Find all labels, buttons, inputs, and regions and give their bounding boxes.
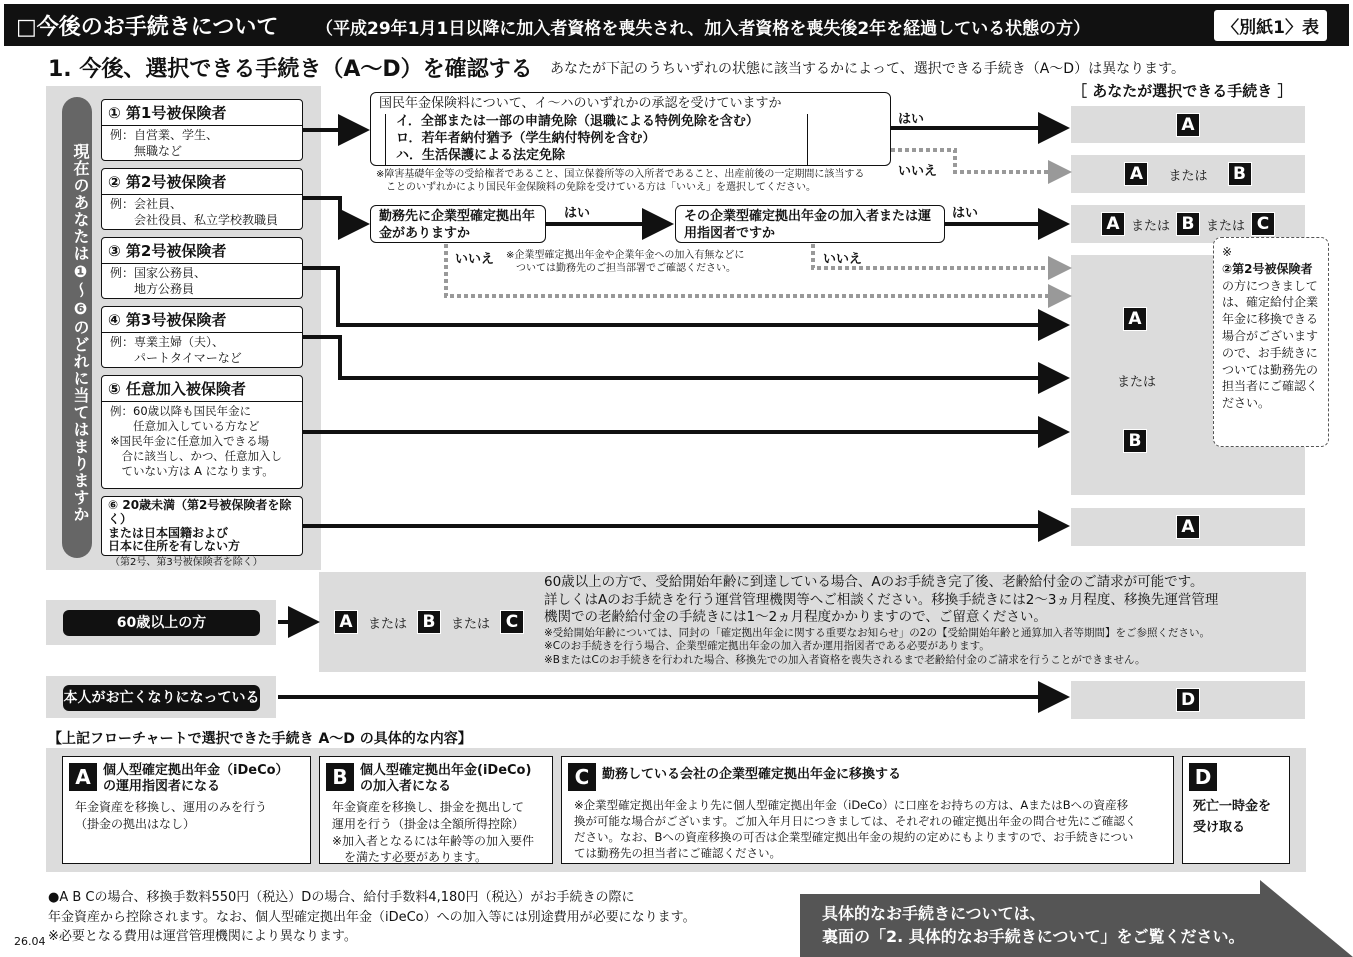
cta-line: 裏面の「2. 具体的なお手続きについて」をご覧ください。 <box>822 927 1245 947</box>
page-tag: 〈別紙1〉表 <box>1214 10 1327 41</box>
vertical-question-label: 現在のあなたは❶〜❻のどれに当てはまりますか <box>62 97 92 558</box>
category-example: 例：専業主婦（夫）、 パートタイマーなど <box>110 335 242 365</box>
no-label: いいえ <box>898 164 938 179</box>
category-example: 例：会社員、 会社役員、私立学校教職員 <box>110 197 279 227</box>
detail-letter-d: D <box>1189 763 1217 791</box>
age60-note: ※受給開始年齢については、同封の「確定拠出年金に関する重要なお知らせ」の2の【受給開始年齢と通算加入者等期間】をご参照ください。 <box>544 626 1210 639</box>
detail-text: ※企業型確定拠出年金より先に個人型確定拠出年金（iDeCo）に口座をお持ちの方は、AまたはBへの資産移 換が可能な場合がございます。ご加入年月日につきましては、それぞれの確定拠出年金の問合せ先にご確認く ださい。なお、Bへの資産移換の可否は企業型確定拠出年金の規約の定めにもよりますので、お手続きについ ては勤務先の担当者にご確認ください。 <box>574 798 1137 861</box>
age60-description <box>544 574 1218 668</box>
page-subtitle: （平成29年1月1日以降に加入者資格を喪失され、加入者資格を喪失後2年を経過している状態の方） <box>316 19 1091 39</box>
category-3 <box>101 237 303 299</box>
question-3: その企業型確定拠出年金の加入者または運用指図者ですか <box>675 205 945 243</box>
age60-line: 機関での老齢給付金の手続きには1〜2ヵ月程度かかりますので、ご留意ください。 <box>544 609 1047 626</box>
details-heading: 【上記フローチャートで選択できた手続き A〜D の具体的な内容】 <box>48 731 472 747</box>
detail-card-c <box>561 756 1174 864</box>
page-title: □今後のお手続きについて <box>16 15 279 40</box>
age60-note: ※BまたはCのお手続きを行われた場合、移換先での加入者資格を喪失されるまで老齢給付金のご請求を行うことができません。 <box>544 653 1146 666</box>
detail-card-d <box>1182 756 1290 864</box>
cta-line: 具体的なお手続きについては、 <box>822 904 1046 923</box>
option-d <box>1071 681 1305 719</box>
age60-line: 60歳以上の方で、受給開始年齢に到達している場合、Aのお手続き完了後、老齢給付金のご請求が可能です。 <box>544 574 1204 590</box>
category-example: （第2号、第3号被保険者を除く） <box>110 557 263 569</box>
letter-d-badge: D <box>1176 688 1200 712</box>
side-note-mark: ※ <box>1222 245 1233 259</box>
letter-b-badge: B <box>417 610 441 634</box>
letter-a-badge: A <box>1176 113 1200 137</box>
question-1-option: ハ．生活保護による法定免除 <box>396 147 566 163</box>
detail-title: 死亡一時金を 受け取る <box>1193 799 1272 835</box>
side-note-text: の方につきましては、確定給付企業年金に移換できる場合がございますので、お手続きについては勤務先の担当者にご確認ください。 <box>1222 278 1319 411</box>
detail-text: 年金資産を移換し、掛金を拠出して 運用を行う（掛金は全額所得控除） ※加入者となるには年齢等の加入要件 を満たす必要があります。 <box>332 800 535 865</box>
category-title: ③ 第2号被保険者 <box>102 238 302 264</box>
category-example: 例：国家公務員、 地方公務員 <box>110 266 207 296</box>
cta-text <box>822 902 1244 948</box>
option-a-or-b <box>1071 155 1305 193</box>
question-2: 勤務先に企業型確定拠出年金がありますか <box>370 205 546 243</box>
letter-a-badge: A <box>334 610 358 634</box>
age60-label: 60歳以上の方 <box>63 610 260 636</box>
age60-note: ※Cのお手続きを行う場合、企業型確定拠出年金の加入者か運用指図者である必要があります。 <box>544 640 990 653</box>
detail-title: 個人型確定拠出年金(iDeCo) の加入者になる <box>360 763 532 795</box>
choices-header: ［ あなたが選択できる手続き ］ <box>1072 82 1293 100</box>
detail-letter-b: B <box>326 763 354 791</box>
letter-a-badge: A <box>1101 212 1125 236</box>
or-text: または <box>1206 218 1246 234</box>
footer-line: ※必要となる費用は運営管理機関により異なります。 <box>48 929 357 944</box>
yes-label: はい <box>952 206 979 221</box>
detail-title: 個人型確定拠出年金（iDeCo） の運用指図者になる <box>103 763 289 795</box>
footer-line: 年金資産から控除されます。なお、個人型確定拠出年金（iDeCo）への加入等には別途費用が必要になります。 <box>48 909 696 925</box>
detail-card-b <box>319 756 553 864</box>
letter-c-badge: C <box>500 610 524 634</box>
side-note <box>1213 237 1329 447</box>
letter-b-badge: B <box>1228 162 1252 186</box>
detail-card-a <box>62 756 311 864</box>
letter-a-badge: A <box>1176 515 1200 539</box>
letter-a-badge: A <box>1124 162 1148 186</box>
detail-text: 年金資産を移換し、運用のみを行う （掛金の拠出はなし） <box>75 800 268 831</box>
question-1-text: 国民年金保険料について、イ〜ハのいずれかの承認を受けていますか <box>379 96 782 111</box>
or-text: または <box>368 616 408 632</box>
category-5 <box>101 375 303 489</box>
letter-c-badge: C <box>1251 212 1275 236</box>
question-2-note: ※企業型確定拠出年金や企業年金への加入有無などに ついては勤務先のご担当部署でご確認ください。 <box>506 250 745 274</box>
question-1-option: イ．全部または一部の申請免除（退職による特例免除を含む） <box>396 113 759 129</box>
letter-b-badge: B <box>1176 212 1200 236</box>
or-text: または <box>1130 218 1170 234</box>
detail-letter-c: C <box>568 763 596 791</box>
arrow-cat3 <box>303 268 1062 325</box>
document-code: 26.04 <box>14 935 46 948</box>
category-example: 例：60歳以降も国民年金に 任意加入している方など ※国民年金に任意加入できる場 合に該当し、かつ、任意加入し ていない方は A になります。 <box>110 404 283 478</box>
or-text: または <box>451 616 491 632</box>
deceased-label: 本人がお亡くなりになっている <box>63 685 260 711</box>
category-title: ⑥ 20歳未満（第2号被保険者を除く） または日本国籍および 日本に住所を有しない方 <box>108 498 292 554</box>
option-a-only <box>1071 508 1305 546</box>
yes-label: はい <box>564 206 591 221</box>
no-label: いいえ <box>455 252 495 267</box>
category-4 <box>101 306 303 368</box>
letter-b-badge: B <box>1123 429 1147 453</box>
category-example: 例：自営業、学生、 無職など <box>110 128 219 158</box>
category-title: ⑤ 任意加入被保険者 <box>102 376 302 402</box>
title-bar <box>4 4 1349 46</box>
side-note-bold: ②第2号被保険者 <box>1222 261 1313 276</box>
category-6 <box>101 496 303 569</box>
category-title: ④ 第3号被保険者 <box>102 307 302 333</box>
detail-letter-a: A <box>69 763 97 791</box>
question-1 <box>370 92 891 166</box>
footer-notes <box>48 888 696 947</box>
category-title: ① 第1号被保険者 <box>102 100 302 126</box>
option-a <box>1071 106 1305 143</box>
category-title: ② 第2号被保険者 <box>102 169 302 195</box>
question-1-note: ※障害基礎年金等の受給権者であること、国立保養所等の入所者であること、出産前後の一定期間に該当する ことのいずれかにより国民年金保険料の免除を受けている方は「いいえ」を選択してください。 <box>376 169 865 193</box>
category-2 <box>101 168 303 230</box>
arrow-cat4 <box>303 337 1062 378</box>
yes-label: はい <box>898 112 925 127</box>
age60-options <box>334 610 524 634</box>
no-label: いいえ <box>823 252 863 267</box>
detail-title: 勤務している会社の企業型確定拠出年金に移換する <box>602 767 902 782</box>
footer-line: ●A B Cの場合、移換手数料550円（税込）Dの場合、給付手数料4,180円（税込）がお手続きの際に <box>48 890 635 905</box>
letter-a-badge: A <box>1123 307 1147 331</box>
section-heading: 1. 今後、選択できる手続き（A〜D）を確認する <box>48 57 533 82</box>
question-1-option: ロ．若年者納付猶予（学生納付特例を含む） <box>396 130 656 146</box>
section-note: あなたが下記のうちいずれの状態に該当するかによって、選択できる手続き（A〜D）は異なります。 <box>550 61 1185 77</box>
or-text: または <box>1168 168 1208 184</box>
or-text: または <box>1117 375 1157 390</box>
age60-line: 詳しくはAのお手続きを行う運営管理機関等へご相談ください。移換手続きには2〜3ヵ月程度、移換先運営管理 <box>544 591 1219 608</box>
category-1 <box>101 99 303 161</box>
